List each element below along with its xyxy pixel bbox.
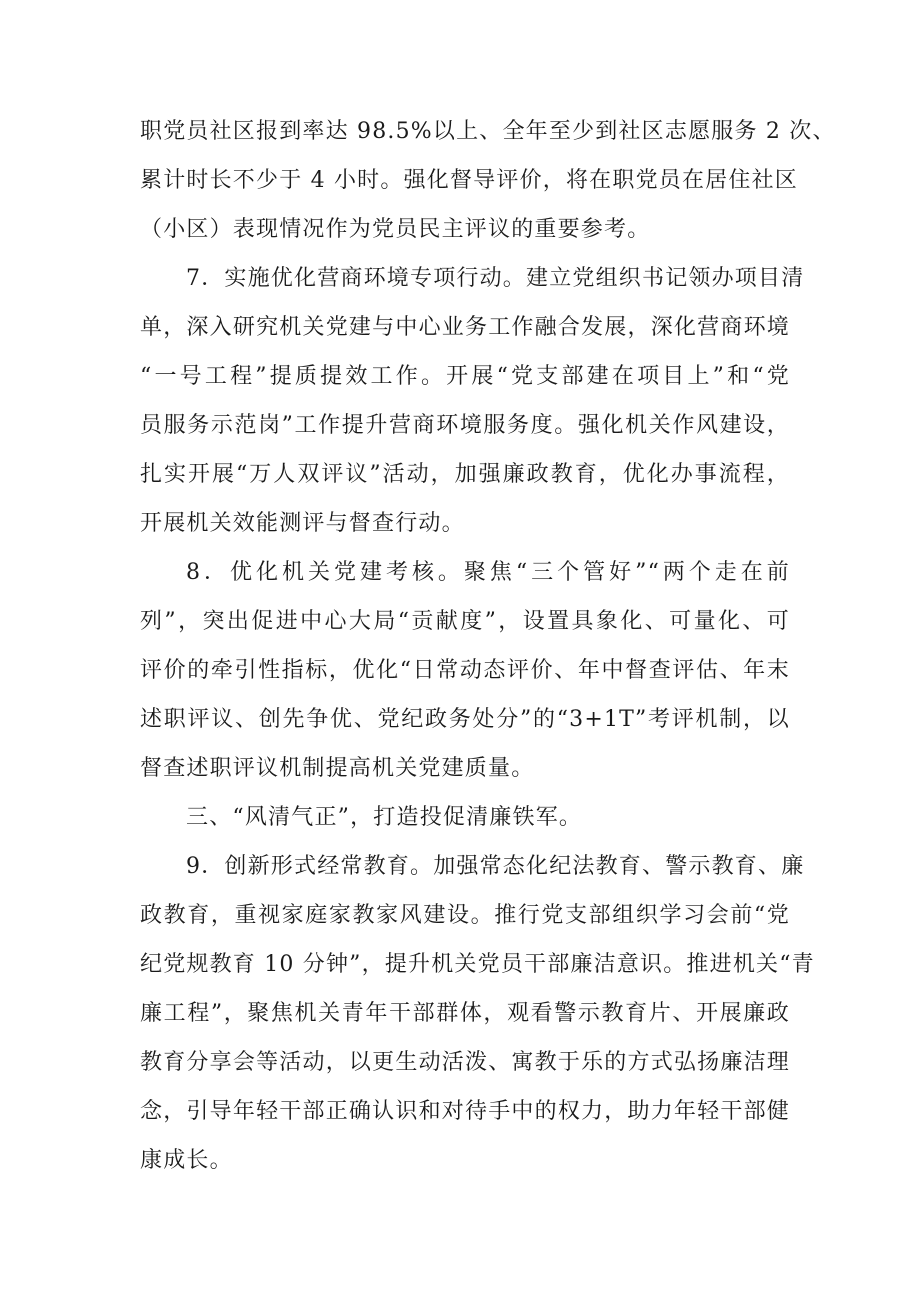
body-text-line: 单，深入研究机关党建与中心业务工作融合发展，深化营商环境 <box>140 315 790 340</box>
body-text-line: 念，引导年轻干部正确认识和对待手中的权力，助力年轻干部健 <box>140 1099 790 1124</box>
body-text-line: 政教育，重视家庭家教家风建设。推行党支部组织学习会前“党 <box>140 903 790 928</box>
body-text-line: 累计时长不少于 4 小时。强化督导评价，将在职党员在居住社区 <box>140 168 798 193</box>
paragraph-8-heading-line: 8．优化机关党建考核。聚焦“三个管好”“两个走在前 <box>186 560 790 585</box>
body-text-line: 开展机关效能测评与督查行动。 <box>140 511 465 536</box>
body-text-line: 康成长。 <box>140 1148 233 1173</box>
body-text-line: 教育分享会等活动，以更生动活泼、寓教于乐的方式弘扬廉洁理 <box>140 1050 790 1075</box>
body-text-line: 员服务示范岗”工作提升营商环境服务度。强化机关作风建设， <box>140 413 790 438</box>
body-text-line: 述职评议、创先争优、党纪政务处分”的“3+1T”考评机制，以 <box>140 707 790 732</box>
paragraph-9-heading-line: 9．创新形式经常教育。加强常态化纪法教育、警示教育、廉 <box>186 854 805 879</box>
body-text-line: 列”，突出促进中心大局“贡献度”，设置具象化、可量化、可 <box>140 609 790 634</box>
body-text-line: 扎实开展“万人双评议”活动，加强廉政教育，优化办事流程， <box>140 462 790 487</box>
body-text-line: 督查述职评议机制提高机关党建质量。 <box>140 756 535 781</box>
paragraph-7-heading-line: 7．实施优化营商环境专项行动。建立党组织书记领办项目清 <box>186 266 805 291</box>
body-text-line: 职党员社区报到率达 98.5%以上、全年至少到社区志愿服务 2 次、 <box>140 119 836 144</box>
body-text-line: 评价的牵引性指标，优化“日常动态评价、年中督查评估、年末 <box>140 658 790 683</box>
body-text-line: 廉工程”，聚焦机关青年干部群体，观看警示教育片、开展廉政 <box>140 1001 790 1026</box>
body-text-line: 纪党规教育 10 分钟”，提升机关党员干部廉洁意识。推进机关“青 <box>140 952 815 977</box>
body-text-line: （小区）表现情况作为党员民主评议的重要参考。 <box>140 217 651 242</box>
section-three-heading: 三、“风清气正”，打造投促清廉铁军。 <box>186 805 583 830</box>
body-text-line: “一号工程”提质提效工作。开展“党支部建在项目上”和“党 <box>140 364 790 389</box>
